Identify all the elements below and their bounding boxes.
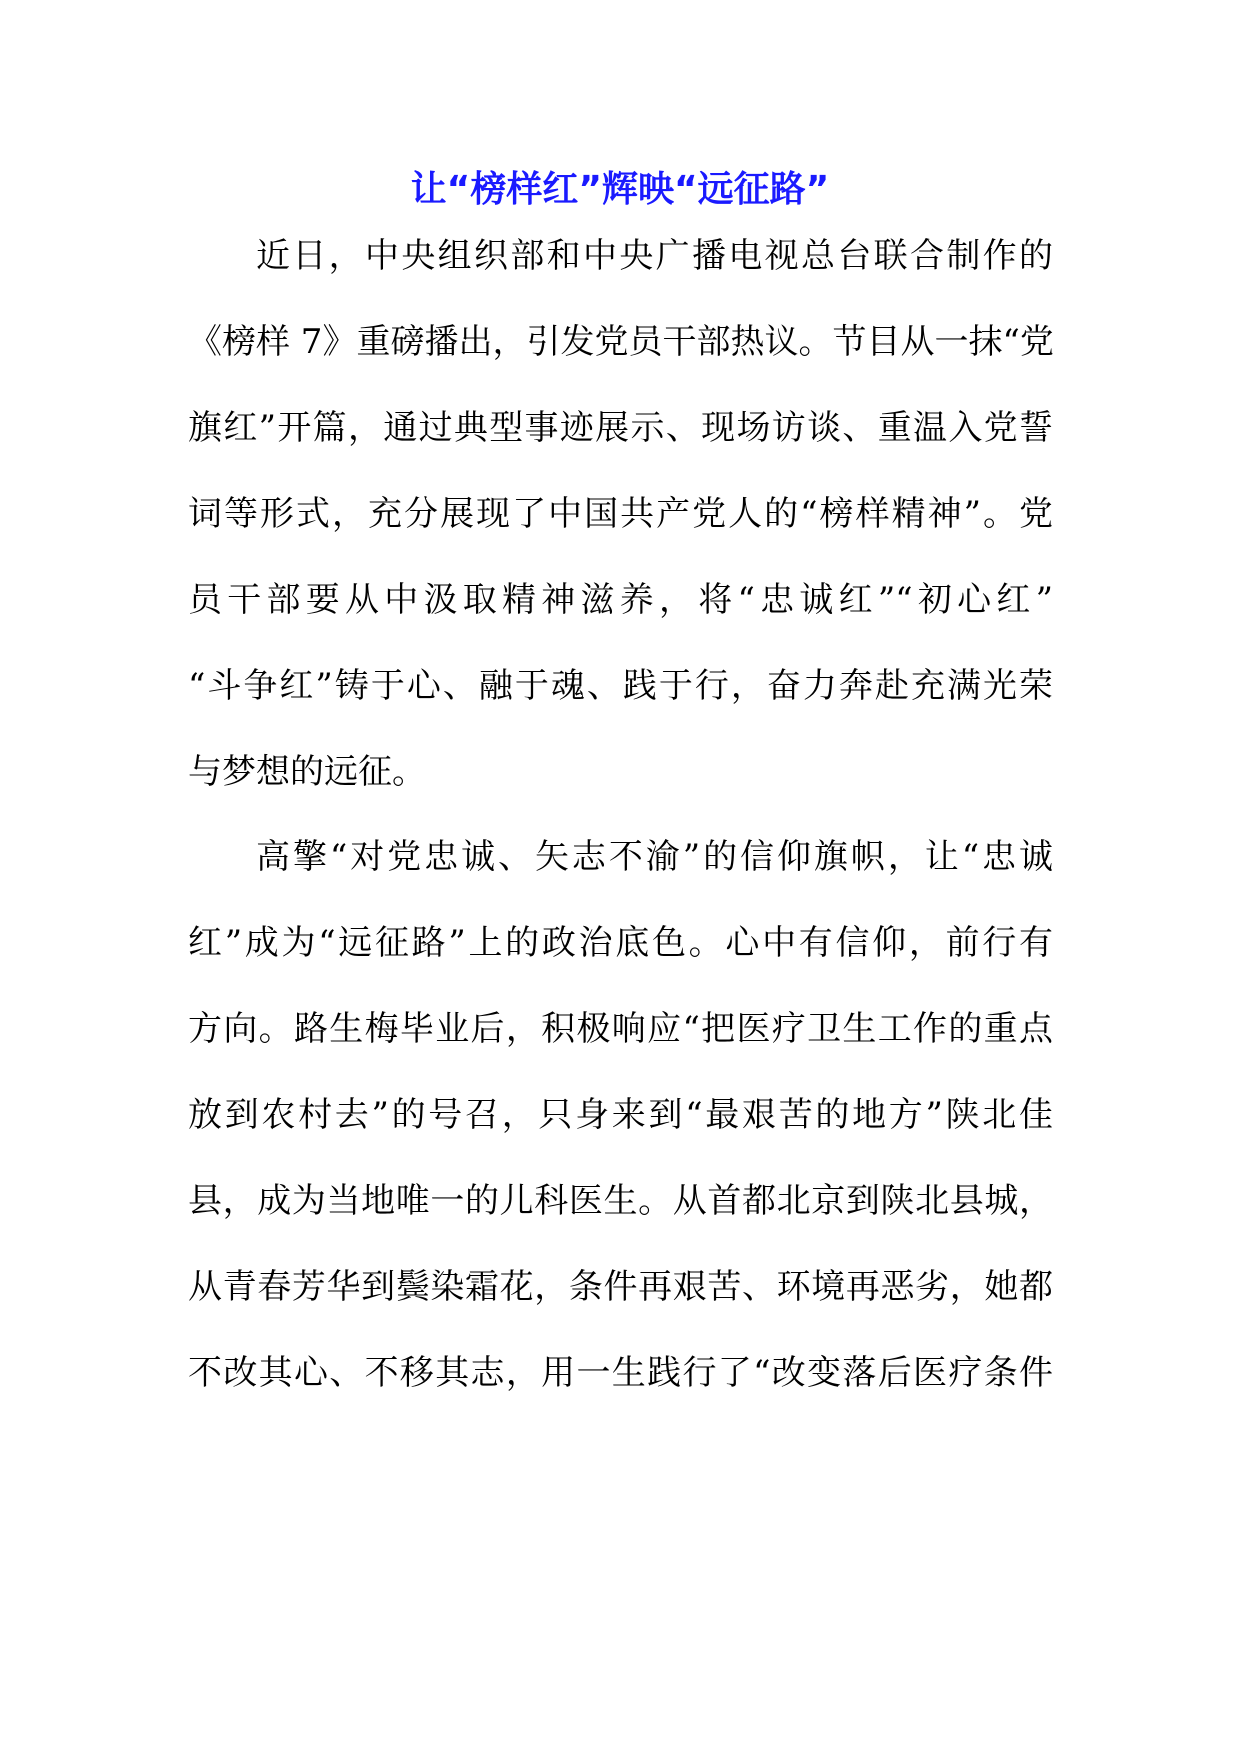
paragraph-line: 方向。路生梅毕业后，积极响应“把医疗卫生工作的重点 <box>188 1009 1053 1049</box>
paragraph-line: 《榜样 7》重磅播出，引发党员干部热议。节目从一抹“党 <box>188 322 1054 362</box>
document-title: 让“榜样红”辉映“远征路” <box>410 169 830 210</box>
paragraph-line: 与梦想的远征。 <box>188 752 426 792</box>
paragraph-line: 近日，中央组织部和中央广播电视总台联合制作的 <box>256 236 1053 276</box>
paragraph-line: “斗争红”铸于心、融于魂、践于行，奋力奔赴充满光荣 <box>188 666 1053 706</box>
paragraph-line: 县，成为当地唯一的儿科医生。从首都北京到陕北县城， <box>188 1181 1053 1221</box>
paragraph-line: 从青春芳华到鬓染霜花，条件再艰苦、环境再恶劣，她都 <box>188 1267 1053 1307</box>
paragraph-line: 不改其心、不移其志，用一生践行了“改变落后医疗条件 <box>188 1353 1053 1393</box>
paragraph-line: 高擎“对党忠诚、矢志不渝”的信仰旗帜，让“忠诚 <box>256 837 1053 877</box>
paragraph-line: 红”成为“远征路”上的政治底色。心中有信仰，前行有 <box>188 923 1053 963</box>
paragraph-line: 词等形式，充分展现了中国共产党人的“榜样精神”。党 <box>188 494 1053 534</box>
paragraph-line: 放到农村去”的号召，只身来到“最艰苦的地方”陕北佳 <box>188 1095 1053 1135</box>
paragraph-line: 旗红”开篇，通过典型事迹展示、现场访谈、重温入党誓 <box>188 408 1053 448</box>
paragraph-line: 员干部要从中汲取精神滋养，将“忠诚红”“初心红” <box>188 580 1053 620</box>
